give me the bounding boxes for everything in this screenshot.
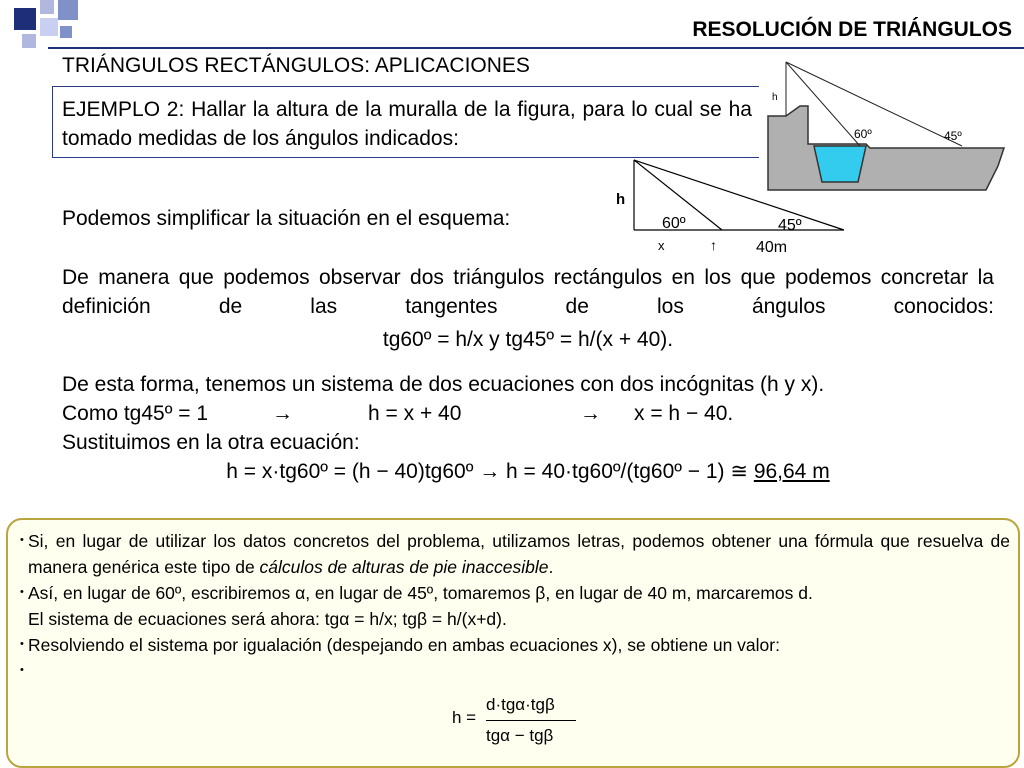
summary-text <box>28 528 1010 658</box>
como-text: Como tg45º = 1 <box>62 402 209 425</box>
final-formula-right: h = 40·tg60º/(tg60º − 1) ≅ <box>506 460 748 483</box>
summary-text-c: El sistema de ecuaciones será ahora: tgα = h/x; tgβ = h/(x+d). <box>28 609 507 629</box>
figure-angle-60: 60º <box>854 127 872 141</box>
schema-distance: 40m <box>756 239 788 256</box>
formula-denominator: tgα − tgβ <box>486 726 554 745</box>
formula-tangents: tg60º = h/x y tg45º = h/(x + 40). <box>382 328 674 351</box>
schema-x-label: x <box>658 238 665 253</box>
h-equation: h = x + 40 <box>368 402 462 425</box>
bullet-icon: • <box>20 638 24 650</box>
summary-italic: cálculos de alturas de pie inaccesible <box>259 557 549 577</box>
fraction-bar <box>486 720 576 721</box>
paragraph-2-line-3: Sustituimos en la otra ecuación: <box>62 431 360 454</box>
paragraph-1: De manera que podemos observar dos triángulos rectángulos en los que podemos concretar la definición de las tangentes de los ángulos conocidos: <box>62 266 994 318</box>
page-subtitle: TRIÁNGULOS RECTÁNGULOS: APLICACIONES <box>62 54 530 77</box>
x-equation: x = h − 40. <box>634 402 734 425</box>
corner-decoration <box>0 0 90 60</box>
figure-height-label: h <box>772 92 778 103</box>
arrow-icon: → <box>272 402 293 425</box>
summary-text-b: Así, en lugar de 60º, escribiremos α, en lugar de 45º, tomaremos β, en lugar de 40 m, marcaremos d. <box>28 583 813 603</box>
formula-lhs: h = <box>452 708 477 727</box>
bullet-icon: • <box>20 586 24 598</box>
final-formula <box>62 457 994 486</box>
paragraph-2-line-2 <box>62 399 994 428</box>
schema-arrow: ↑ <box>710 237 717 253</box>
summary-text-d: Resolviendo el sistema por igualación (despejando en ambas ecuaciones x), se obtiene un valor: <box>28 635 780 655</box>
bullet-icon: • <box>20 534 24 546</box>
sight-line-2 <box>786 62 962 146</box>
arrow-icon: → <box>479 460 501 483</box>
example-text: EJEMPLO 2: Hallar la altura de la muralla de la figura, para lo cual se ha tomado medidas de los ángulos indicados: <box>62 98 752 150</box>
summary-text-a-end: . <box>548 557 554 577</box>
arrow-icon: → <box>580 402 601 425</box>
summary-line-a <box>28 528 1010 580</box>
triangle-schema <box>612 158 852 258</box>
schema-angle-45: 45º <box>778 217 802 234</box>
schema-intro: Podemos simplificar la situación en el esquema: <box>62 207 511 230</box>
schema-angle-60: 60º <box>662 215 686 232</box>
bullet-icon: • <box>20 664 24 676</box>
final-result: 96,64 m <box>753 460 830 483</box>
formula-numerator: d·tgα·tgβ <box>486 695 555 714</box>
title-divider <box>48 47 1024 49</box>
page-title: RESOLUCIÓN DE TRIÁNGULOS <box>692 18 1012 41</box>
summary-text-a: Si, en lugar de utilizar los datos concretos del problema, utilizamos letras, podemos obtener una fórmula que resuelva de manera genérica este tipo de <box>28 531 1010 577</box>
paragraph-2-line-1: De esta forma, tenemos un sistema de dos ecuaciones con dos incógnitas (h y x). <box>62 373 825 396</box>
schema-h-label: h <box>616 191 626 208</box>
figure-angle-45: 45º <box>944 129 962 143</box>
final-formula-left: h = x·tg60º = (h − 40)tg60º <box>226 460 474 483</box>
